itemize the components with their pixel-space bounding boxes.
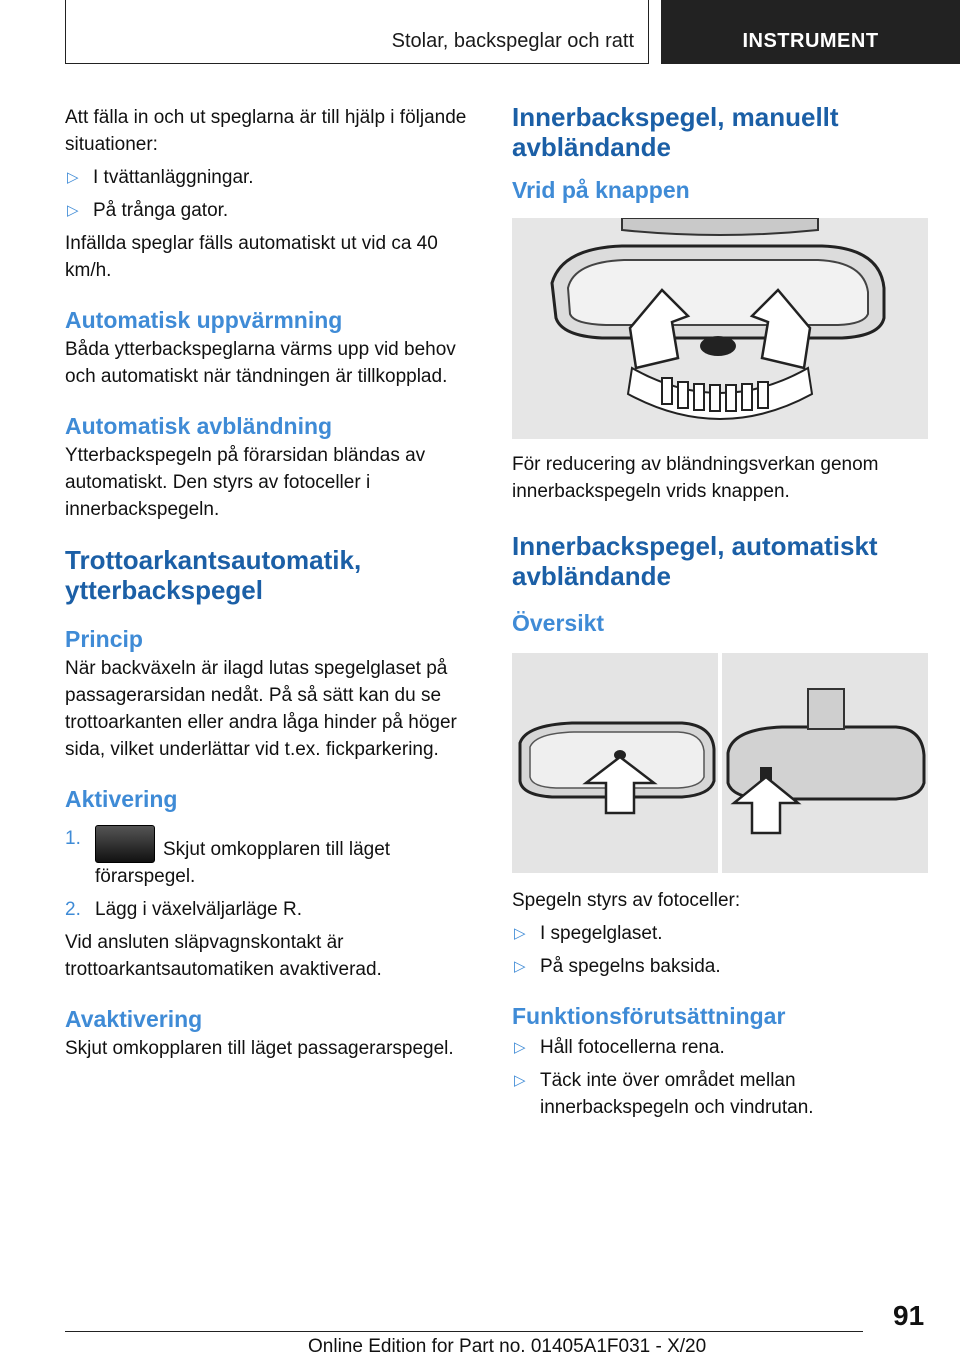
list-item: ▷ I tvättanläggningar. — [65, 164, 475, 191]
trailer-text: Vid ansluten släpvagnskontakt är trottoarkantsautomatiken avaktiverad. — [65, 932, 382, 980]
principle-text: När backväxeln är ilagd lutas spegelglaset på passagerarsidan nedåt. På så sätt kan du se trottoarkanten eller andra låga hinder på höger sida, vilket underlättar vid t.ex. fickparkering. — [65, 658, 457, 760]
list-item — [65, 825, 475, 890]
list-item: ▷ Täck inte över området mellan innerbackspegeln och vindrutan. — [512, 1067, 928, 1121]
header-chapter-box — [65, 0, 649, 64]
dimming-text: Ytterbackspegeln på förarsidan bländas av automatiskt. Den styrs av fotoceller i innerbackspegeln. — [65, 445, 426, 520]
step-number: 2. — [65, 899, 81, 920]
header-chapter: Stolar, backspeglar och ratt — [391, 30, 634, 52]
footer-divider — [65, 1331, 863, 1332]
list-item: ▷ På spegelns baksida. — [512, 953, 928, 980]
list-item: ▷ Håll fotocellerna rena. — [512, 1034, 928, 1061]
turn-knob-caption: För reducering av bländningsverkan genom innerbackspegeln vrids knappen. — [512, 454, 879, 502]
auto-mirror-figure — [512, 653, 928, 873]
step-text: Lägg i växelväljarläge R. — [95, 899, 303, 920]
overview-heading: Översikt — [512, 610, 605, 636]
triangle-right-icon: ▷ — [514, 1072, 526, 1089]
auto-mirror-heading: Innerbackspegel, automatiskt avbländande — [512, 531, 878, 591]
triangle-right-icon: ▷ — [514, 1039, 526, 1056]
triangle-right-icon: ▷ — [514, 958, 526, 975]
photocell-illustration — [512, 653, 928, 873]
intro-text: Att fälla in och ut speglarna är till hjälp i följande situationer: — [65, 107, 467, 155]
rearview-mirror-knob-illustration — [512, 218, 928, 439]
header-section: INSTRUMENT — [742, 30, 879, 52]
dimming-heading: Automatisk avbländning — [65, 413, 333, 439]
turn-knob-heading: Vrid på knappen — [512, 177, 690, 203]
requirements-heading: Funktionsförutsättningar — [512, 1003, 786, 1029]
principle-heading: Princip — [65, 626, 143, 652]
triangle-right-icon: ▷ — [67, 169, 79, 186]
activation-heading: Aktivering — [65, 786, 178, 812]
photocell-intro: Spegeln styrs av fotoceller: — [512, 890, 741, 911]
triangle-right-icon: ▷ — [514, 925, 526, 942]
step-number: 1. — [65, 828, 81, 849]
page-number: 91 — [893, 1300, 925, 1331]
header-section-box — [661, 0, 960, 64]
manual-mirror-heading: Innerbackspegel, manuellt avbländande — [512, 102, 839, 162]
deactivation-text: Skjut omkopplaren till läget passagerarspegel. — [65, 1038, 454, 1059]
list-item — [65, 896, 475, 923]
curb-heading: Trottoarkantsautomatik, ytterbackspegel — [65, 545, 362, 605]
step-text: Skjut omkopplaren till läget förarspegel. — [95, 839, 391, 887]
manual-mirror-figure — [512, 218, 928, 439]
deactivation-heading: Avaktivering — [65, 1006, 203, 1032]
auto-fold-text: Infällda speglar fälls automatiskt ut vid ca 40 km/h. — [65, 233, 438, 281]
footer-edition: Online Edition for Part no. 01405A1F031 - X/20 — [308, 1336, 707, 1357]
mirror-switch-icon — [95, 825, 155, 863]
left-column — [65, 104, 475, 1062]
right-column — [512, 102, 928, 1121]
heating-text: Båda ytterbackspeglarna värms upp vid behov och automatiskt när tändningen är tillkopplad. — [65, 339, 456, 387]
list-item: ▷ I spegelglaset. — [512, 920, 928, 947]
triangle-right-icon: ▷ — [67, 202, 79, 219]
list-item: ▷ På trånga gator. — [65, 197, 475, 224]
heating-heading: Automatisk uppvärmning — [65, 307, 343, 333]
